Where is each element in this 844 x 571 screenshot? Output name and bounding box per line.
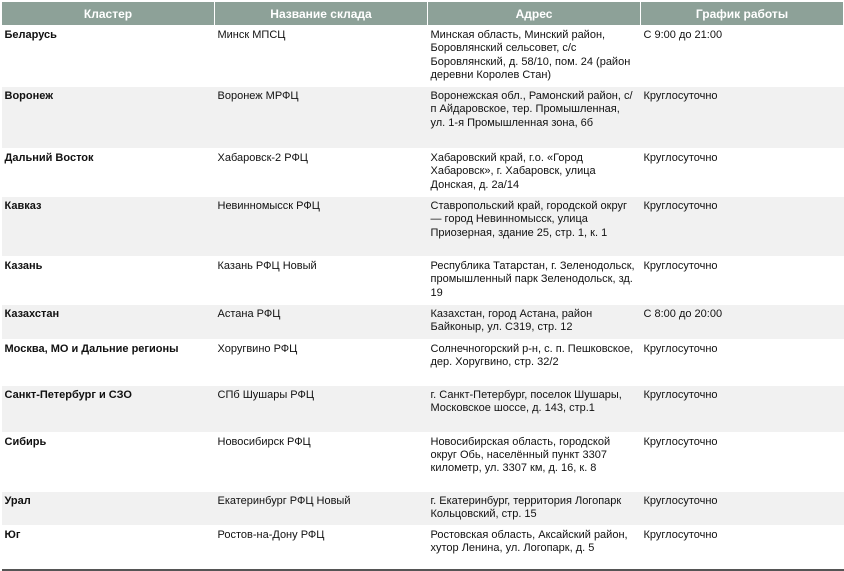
table-row xyxy=(2,257,844,305)
cluster-cell: Воронеж xyxy=(2,87,215,149)
header-schedule: График работы xyxy=(641,2,844,26)
warehouse-cell: Воронеж МРФЦ xyxy=(215,87,428,149)
table-row xyxy=(2,304,844,339)
cluster-cell: Беларусь xyxy=(2,26,215,87)
table-row xyxy=(2,197,844,257)
address-cell: Минская область, Минский район, Боровлянский сельсовет, с/с Боровлянский, д. 58/10, пом. 24 (район деревни Королев Стан) xyxy=(428,26,641,87)
schedule-cell: Круглосуточно xyxy=(641,432,844,491)
table-row xyxy=(2,432,844,491)
header-warehouse: Название склада xyxy=(215,2,428,26)
table-row xyxy=(2,526,844,570)
table-row xyxy=(2,26,844,87)
warehouse-table xyxy=(1,1,844,571)
warehouse-cell: Екатеринбург РФЦ Новый xyxy=(215,491,428,526)
cluster-cell: Казахстан xyxy=(2,304,215,339)
header-address: Адрес xyxy=(428,2,641,26)
address-cell: Воронежская обл., Рамонский район, с/п Айдаровское, тер. Промышленная, ул. 1-я Промышленная зона, 6б xyxy=(428,87,641,149)
header-cluster: Кластер xyxy=(2,2,215,26)
schedule-cell: Круглосуточно xyxy=(641,385,844,432)
address-cell: Ростовская область, Аксайский район, хутор Ленина, ул. Логопарк, д. 5 xyxy=(428,526,641,570)
address-cell: Новосибирская область, городской округ Обь, населённый пункт 3307 километр, ул. 3307 км, д. 16, к. 8 xyxy=(428,432,641,491)
table-row xyxy=(2,339,844,385)
schedule-cell: Круглосуточно xyxy=(641,526,844,570)
address-cell: Ставропольский край, городской округ — город Невинномысск, улица Приозерная, здание 25, стр. 1, к. 1 xyxy=(428,197,641,257)
warehouse-cell: СПб Шушары РФЦ xyxy=(215,385,428,432)
schedule-cell: С 8:00 до 20:00 xyxy=(641,304,844,339)
warehouse-cell: Казань РФЦ Новый xyxy=(215,257,428,305)
schedule-cell: Круглосуточно xyxy=(641,149,844,197)
warehouse-cell: Хабаровск-2 РФЦ xyxy=(215,149,428,197)
address-cell: Республика Татарстан, г. Зеленодольск, промышленный парк Зеленодольск, зд. 19 xyxy=(428,257,641,305)
warehouse-cell: Новосибирск РФЦ xyxy=(215,432,428,491)
cluster-cell: Урал xyxy=(2,491,215,526)
address-cell: Хабаровский край, г.о. «Город Хабаровск», г. Хабаровск, улица Донская, д. 2а/14 xyxy=(428,149,641,197)
schedule-cell: С 9:00 до 21:00 xyxy=(641,26,844,87)
cluster-cell: Дальний Восток xyxy=(2,149,215,197)
schedule-cell: Круглосуточно xyxy=(641,491,844,526)
schedule-cell: Круглосуточно xyxy=(641,197,844,257)
warehouse-cell: Минск МПСЦ xyxy=(215,26,428,87)
address-cell: Солнечногорский р-н, с. п. Пешковское, дер. Хоругвино, стр. 32/2 xyxy=(428,339,641,385)
warehouse-cell: Ростов-на-Дону РФЦ xyxy=(215,526,428,570)
warehouse-cell: Невинномысск РФЦ xyxy=(215,197,428,257)
warehouse-cell: Хоругвино РФЦ xyxy=(215,339,428,385)
schedule-cell: Круглосуточно xyxy=(641,339,844,385)
schedule-cell: Круглосуточно xyxy=(641,87,844,149)
cluster-cell: Юг xyxy=(2,526,215,570)
address-cell: г. Екатеринбург, территория Логопарк Кольцовский, стр. 15 xyxy=(428,491,641,526)
cluster-cell: Казань xyxy=(2,257,215,305)
warehouse-cell: Астана РФЦ xyxy=(215,304,428,339)
cluster-cell: Сибирь xyxy=(2,432,215,491)
cluster-cell: Санкт-Петербург и СЗО xyxy=(2,385,215,432)
table-row xyxy=(2,491,844,526)
address-cell: Казахстан, город Астана, район Байконыр, ул. С319, стр. 12 xyxy=(428,304,641,339)
cluster-cell: Кавказ xyxy=(2,197,215,257)
schedule-cell: Круглосуточно xyxy=(641,257,844,305)
table-row xyxy=(2,149,844,197)
table-row xyxy=(2,385,844,432)
table-row xyxy=(2,87,844,149)
header-row xyxy=(2,2,844,26)
cluster-cell: Москва, МО и Дальние регионы xyxy=(2,339,215,385)
address-cell: г. Санкт-Петербург, поселок Шушары, Московское шоссе, д. 143, стр.1 xyxy=(428,385,641,432)
